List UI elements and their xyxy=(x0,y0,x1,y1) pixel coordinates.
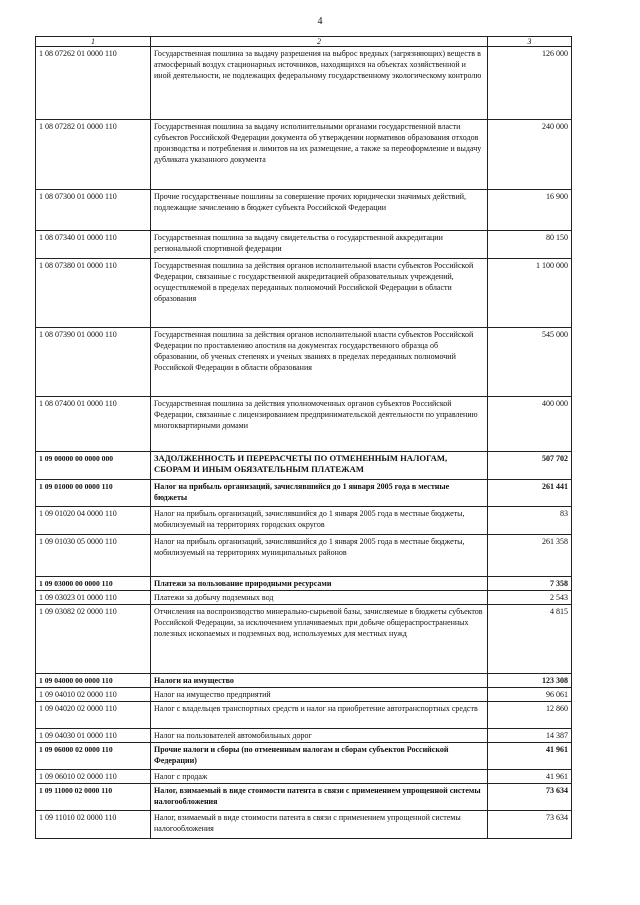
description-cell: Налог, взимаемый в виде стоимости патента в связи с применением упрощенной системы налогообложения xyxy=(151,811,488,839)
budget-code-cell: 1 08 07262 01 0000 110 xyxy=(36,47,151,120)
table-row xyxy=(36,591,572,605)
page-number: 4 xyxy=(317,16,323,27)
table-row xyxy=(36,452,572,480)
description-cell: Государственная пошлина за выдачу свидетельства о государственной аккредитации региональной спортивной федерации xyxy=(151,231,488,259)
description-cell: Налог с владельцев транспортных средств и налог на приобретение автотранспортных средств xyxy=(151,702,488,729)
amount-cell: 7 358 xyxy=(488,577,572,591)
budget-code-cell: 1 08 07340 01 0000 110 xyxy=(36,231,151,259)
budget-code-cell: 1 09 03023 01 0000 110 xyxy=(36,591,151,605)
table-row xyxy=(36,605,572,674)
description-cell: Государственная пошлина за действия уполномоченных органов субъектов Российской Федерации, связанные с лицензированием предпринимательской деятельности по управлению многоквартирными домами xyxy=(151,397,488,452)
description-cell: Налог на прибыль организаций, зачислявшийся до 1 января 2005 года в местные бюджеты xyxy=(151,480,488,507)
description-cell: Налог на пользователей автомобильных дорог xyxy=(151,729,488,743)
description-cell: Налог на имущество предприятий xyxy=(151,688,488,702)
budget-code-cell: 1 09 04020 02 0000 110 xyxy=(36,702,151,729)
description-cell: Прочие государственные пошлины за совершение прочих юридически значимых действий, подлежащие зачислению в бюджет субъекта Российской Федерации xyxy=(151,190,488,231)
budget-code-cell: 1 09 01020 04 0000 110 xyxy=(36,507,151,535)
table-row xyxy=(36,397,572,452)
description-cell: Платежи за пользование природными ресурсами xyxy=(151,577,488,591)
description-cell: Налог с продаж xyxy=(151,770,488,784)
budget-code-cell: 1 09 04000 00 0000 110 xyxy=(36,674,151,688)
amount-cell: 400 000 xyxy=(488,397,572,452)
amount-cell: 1 100 000 xyxy=(488,259,572,328)
table-row xyxy=(36,259,572,328)
amount-cell: 73 634 xyxy=(488,811,572,839)
budget-code-cell: 1 08 07300 01 0000 110 xyxy=(36,190,151,231)
column-header-description: 2 xyxy=(151,37,488,47)
amount-cell: 545 000 xyxy=(488,328,572,397)
budget-code-cell: 1 09 11000 02 0000 110 xyxy=(36,784,151,811)
budget-code-cell: 1 08 07380 01 0000 110 xyxy=(36,259,151,328)
amount-cell: 73 634 xyxy=(488,784,572,811)
table-row xyxy=(36,507,572,535)
budget-code-cell: 1 09 11010 02 0000 110 xyxy=(36,811,151,839)
budget-code-cell: 1 09 04010 02 0000 110 xyxy=(36,688,151,702)
amount-cell: 14 387 xyxy=(488,729,572,743)
amount-cell: 126 000 xyxy=(488,47,572,120)
description-cell: Налог на прибыль организаций, зачислявшийся до 1 января 2005 года в местные бюджеты, мобилизуемый на территориях муниципальных районов xyxy=(151,535,488,577)
description-cell: Платежи за добычу подземных вод xyxy=(151,591,488,605)
table-body xyxy=(36,47,572,839)
table-row xyxy=(36,190,572,231)
amount-cell: 12 860 xyxy=(488,702,572,729)
table-row xyxy=(36,729,572,743)
budget-code-cell: 1 08 07390 01 0000 110 xyxy=(36,328,151,397)
column-header-code: 1 xyxy=(36,37,151,47)
description-cell: Государственная пошлина за выдачу исполнительными органами государственной власти субъектов Российской Федерации документа об утверждении нормативов образования отходов производства и потребления и лимитов на их размещение, а также за переоформление и выдачу дубликата указанного документа xyxy=(151,120,488,190)
description-cell: Прочие налоги и сборы (по отмененным налогам и сборам субъектов Российской Федерации) xyxy=(151,743,488,770)
amount-cell: 507 702 xyxy=(488,452,572,480)
table-row xyxy=(36,120,572,190)
table-row xyxy=(36,47,572,120)
table-row xyxy=(36,328,572,397)
table-row xyxy=(36,480,572,507)
table-header-row xyxy=(36,37,572,47)
amount-cell: 80 150 xyxy=(488,231,572,259)
table-row xyxy=(36,770,572,784)
budget-revenue-table xyxy=(35,36,572,839)
budget-code-cell: 1 09 06000 02 0000 110 xyxy=(36,743,151,770)
budget-code-cell: 1 09 04030 01 0000 110 xyxy=(36,729,151,743)
budget-code-cell: 1 08 07400 01 0000 110 xyxy=(36,397,151,452)
amount-cell: 16 900 xyxy=(488,190,572,231)
table-row xyxy=(36,231,572,259)
table-row xyxy=(36,674,572,688)
column-header-amount: 3 xyxy=(488,37,572,47)
amount-cell: 261 441 xyxy=(488,480,572,507)
budget-code-cell: 1 09 03000 00 0000 110 xyxy=(36,577,151,591)
budget-code-cell: 1 09 01000 00 0000 110 xyxy=(36,480,151,507)
description-cell: Налог на прибыль организаций, зачислявшийся до 1 января 2005 года в местные бюджеты, мобилизуемый на территориях городских округов xyxy=(151,507,488,535)
table-row xyxy=(36,535,572,577)
table-row xyxy=(36,784,572,811)
description-cell: Государственная пошлина за действия органов исполнительной власти субъектов Российской Федерации, связанные с государственной аккредитацией образовательных учреждений, осуществляемой в пределах переданных полномочий Российской Федерации в области образования xyxy=(151,259,488,328)
description-cell: Государственная пошлина за выдачу разрешения на выброс вредных (загрязняющих) веществ в атмосферный воздух стационарных источников, находящихся на объектах хозяйственной и иной деятельности, не подлежащих федеральному государственному экологическому контролю xyxy=(151,47,488,120)
budget-code-cell: 1 09 06010 02 0000 110 xyxy=(36,770,151,784)
budget-code-cell: 1 08 07282 01 0000 110 xyxy=(36,120,151,190)
description-cell: Налог, взимаемый в виде стоимости патента в связи с применением упрощенной системы налогообложения xyxy=(151,784,488,811)
amount-cell: 240 000 xyxy=(488,120,572,190)
amount-cell: 4 815 xyxy=(488,605,572,674)
amount-cell: 41 961 xyxy=(488,770,572,784)
budget-code-cell: 1 09 03082 02 0000 110 xyxy=(36,605,151,674)
description-cell: Государственная пошлина за действия органов исполнительной власти субъектов Российской Федерации по проставлению апостиля на документах государственного образца об образовании, об ученых степенях и ученых званиях в пределах переданных полномочий Российской Федерации в области образования xyxy=(151,328,488,397)
budget-code-cell: 1 09 00000 00 0000 000 xyxy=(36,452,151,480)
description-cell: Налоги на имущество xyxy=(151,674,488,688)
amount-cell: 123 308 xyxy=(488,674,572,688)
table-row xyxy=(36,702,572,729)
amount-cell: 41 961 xyxy=(488,743,572,770)
description-cell: Отчисления на воспроизводство минерально-сырьевой базы, зачисляемые в бюджеты субъектов Российской Федерации, за исключением уплачиваемых при добыче общераспространенных полезных ископаемых и подземных вод, используемых для местных нужд xyxy=(151,605,488,674)
amount-cell: 2 543 xyxy=(488,591,572,605)
amount-cell: 261 358 xyxy=(488,535,572,577)
description-cell: ЗАДОЛЖЕННОСТЬ И ПЕРЕРАСЧЕТЫ ПО ОТМЕНЕННЫМ НАЛОГАМ, СБОРАМ И ИНЫМ ОБЯЗАТЕЛЬНЫМ ПЛАТЕЖАМ xyxy=(151,452,488,480)
amount-cell: 83 xyxy=(488,507,572,535)
table-row xyxy=(36,811,572,839)
table-row xyxy=(36,688,572,702)
table-row xyxy=(36,577,572,591)
amount-cell: 96 061 xyxy=(488,688,572,702)
budget-code-cell: 1 09 01030 05 0000 110 xyxy=(36,535,151,577)
table-row xyxy=(36,743,572,770)
